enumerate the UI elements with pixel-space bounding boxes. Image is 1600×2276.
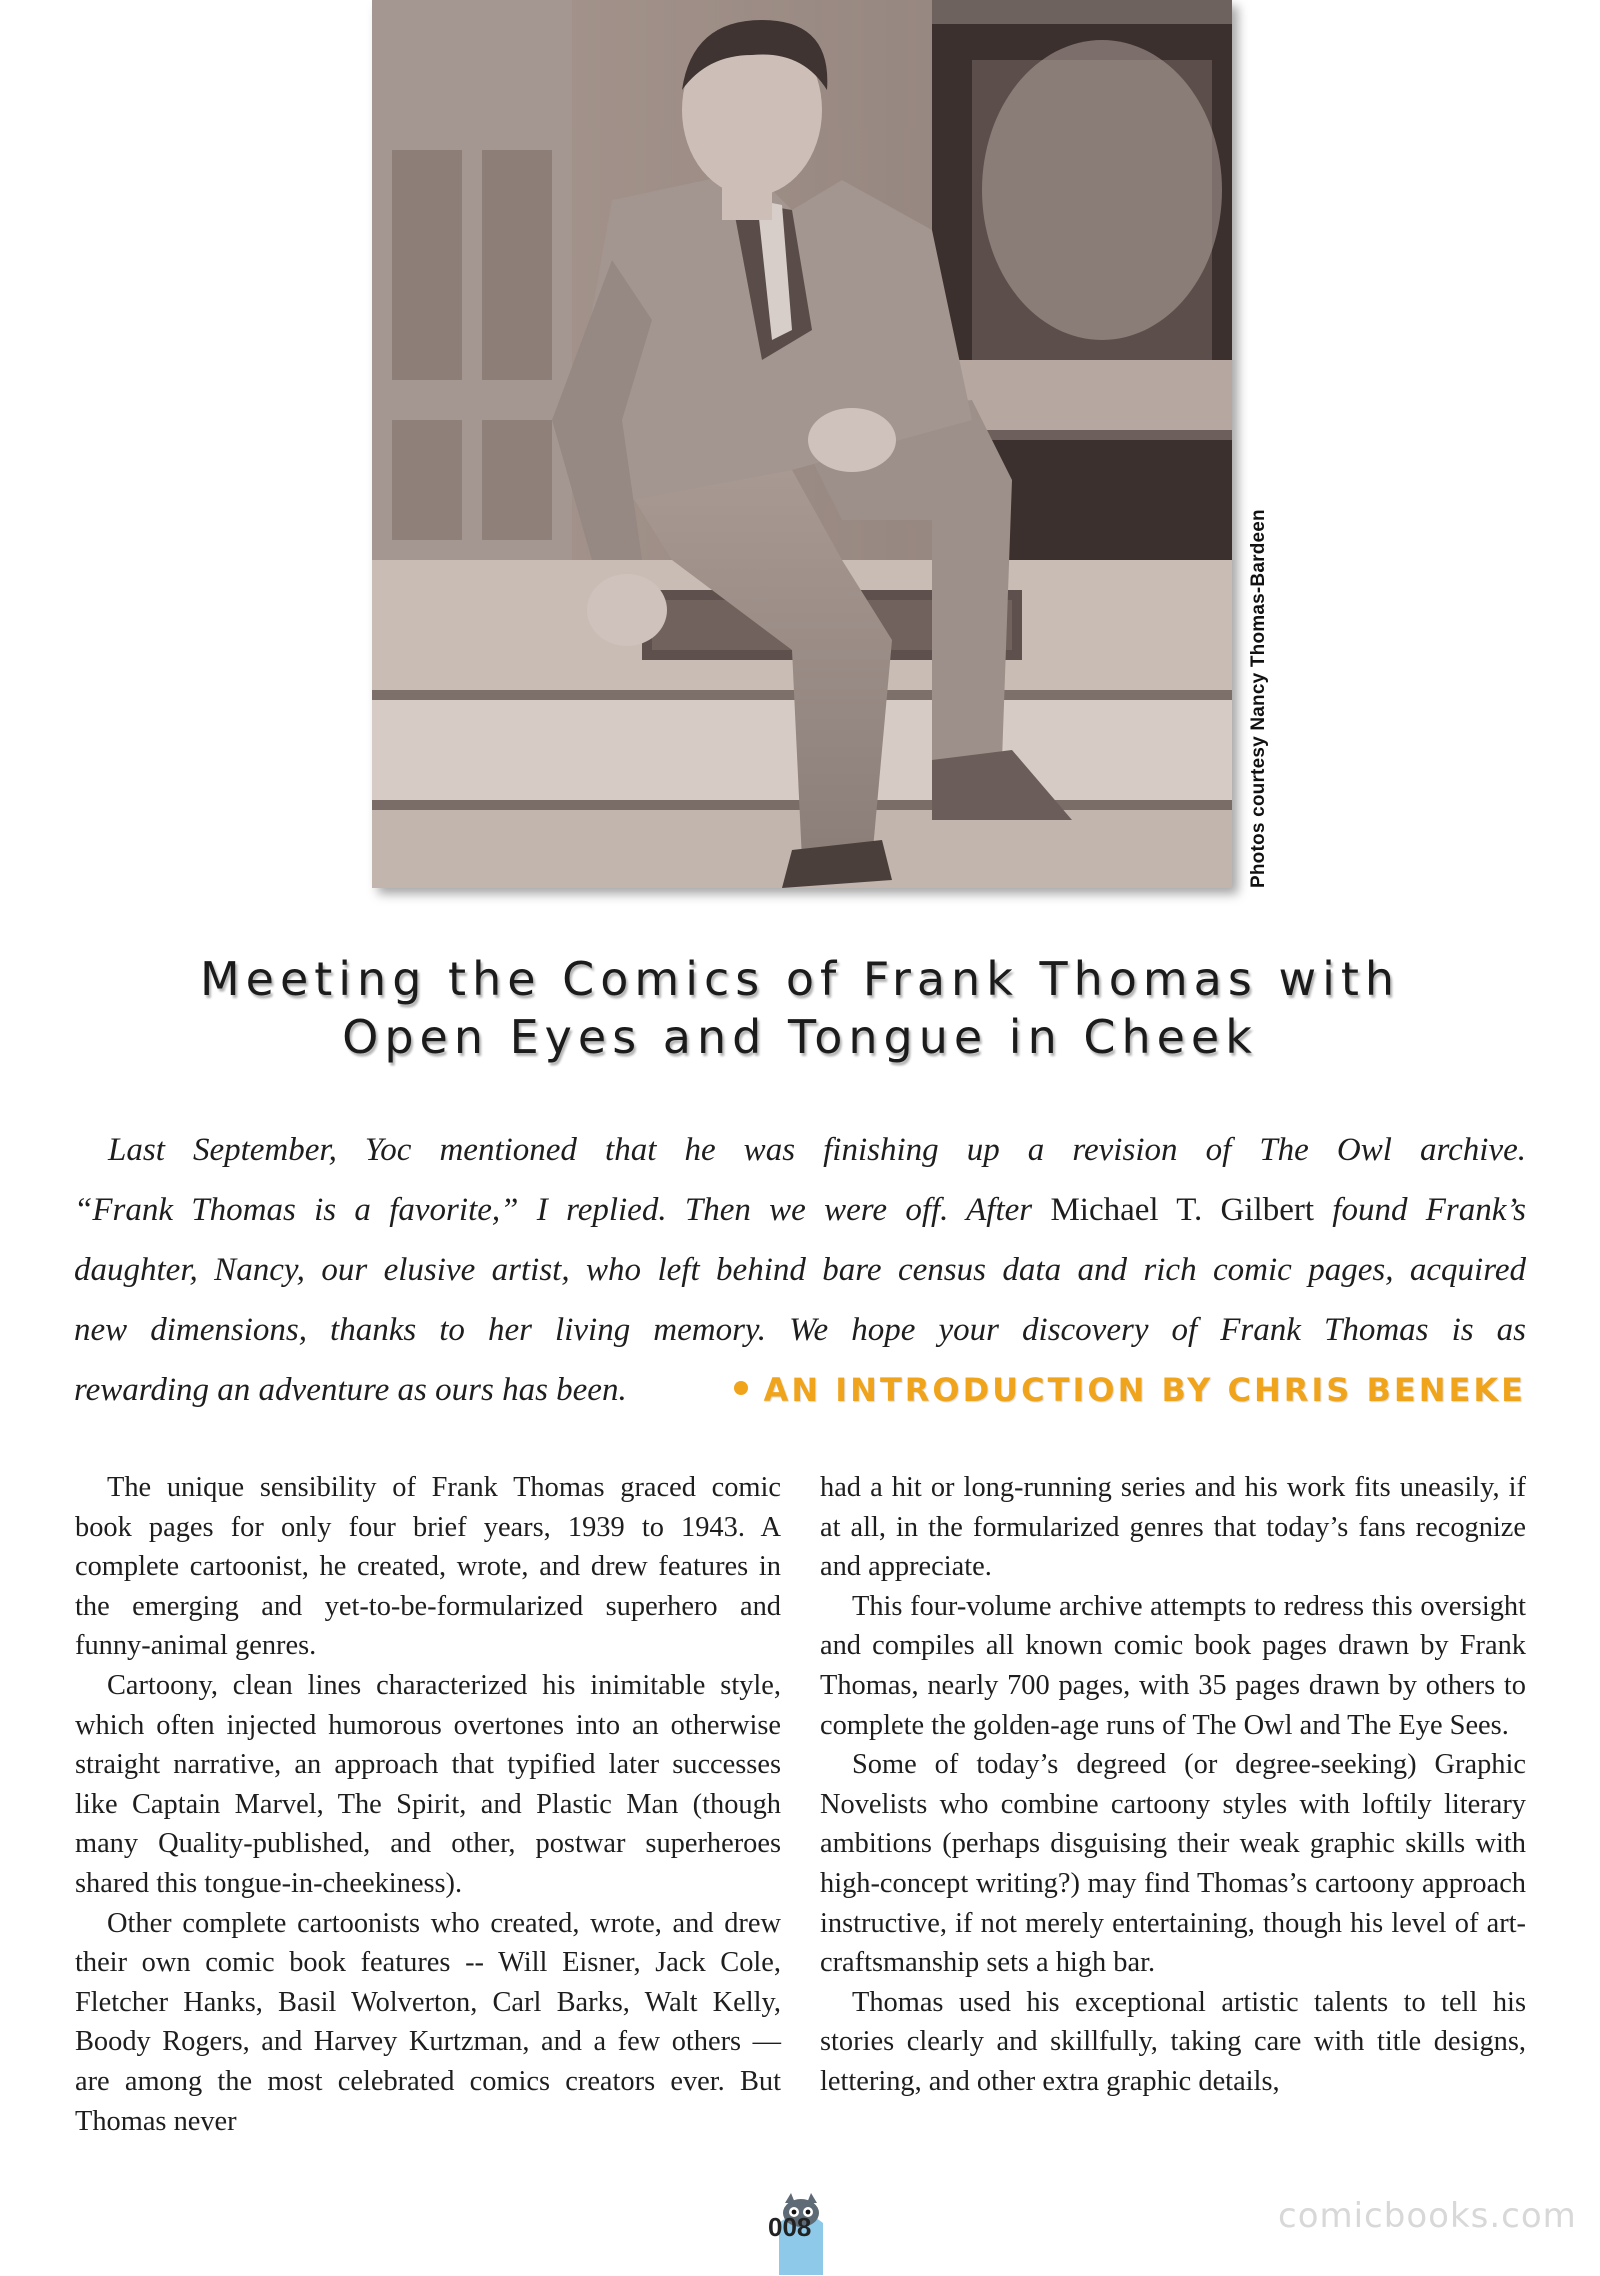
body-paragraph: Cartoony, clean lines characterized his inimitable style, which often injected humorous overtones into an otherwise straight narrative, an approach that typified later successes like Captain Marvel, The Spirit, and Plastic Man (though many Quality-published, and other, postwar superheroes shared this tongue-in-cheekiness). bbox=[75, 1669, 781, 1899]
intro-paragraph bbox=[74, 1120, 1526, 1420]
title-line-1: Meeting the Comics of Frank Thomas with bbox=[199, 952, 1401, 1006]
byline bbox=[734, 1360, 1526, 1420]
photo-image bbox=[372, 0, 1232, 888]
title-line-2: Open Eyes and Tongue in Cheek bbox=[342, 1010, 1258, 1064]
intro-line-5-text: rewarding an adventure as ours has been. bbox=[74, 1372, 627, 1408]
intro-line-2 bbox=[74, 1180, 1526, 1240]
body-paragraph: Thomas used his exceptional artistic talents to tell his stories clearly and skillfully, taking care with title designs, lettering, and other extra graphic details, bbox=[820, 1986, 1526, 2097]
body-column-right bbox=[820, 1468, 1526, 2102]
intro-author-name: Michael T. Gilbert bbox=[1050, 1192, 1314, 1228]
body-paragraph: This four-volume archive attempts to redress this oversight and compiles all known comic book pages drawn by Frank Thomas, nearly 700 pages, with 35 pages drawn by others to complete the golden-age runs of The Owl and The Eye Sees. bbox=[820, 1590, 1526, 1741]
body-paragraph: had a hit or long-running series and his work fits uneasily, if at all, in the formularized genres that today’s fans recognize and appreciate. bbox=[820, 1472, 1526, 1583]
watermark: comicbooks.com bbox=[1278, 2196, 1577, 2236]
intro-line-3: daughter, Nancy, our elusive artist, who left behind bare census data and rich comic pages, acquired bbox=[74, 1252, 1526, 1288]
bullet-icon bbox=[734, 1381, 748, 1395]
page-number: 008 bbox=[768, 2212, 812, 2242]
body-column-left bbox=[75, 1468, 781, 2141]
portrait-photo bbox=[372, 0, 1232, 888]
byline-text: AN INTRODUCTION BY CHRIS BENEKE bbox=[763, 1371, 1526, 1409]
intro-line-1: Last September, Yoc mentioned that he was finishing up a revision of The Owl archive. bbox=[108, 1132, 1526, 1168]
body-paragraph: Other complete cartoonists who created, wrote, and drew their own comic book features -- Will Eisner, Jack Cole, Fletcher Hanks, Basil Wolverton, Carl Barks, Walt Kelly, Boody Rogers, and Harvey Kurtzman, and a few others — are among the most celebrated comics creators ever. But Thomas never bbox=[75, 1907, 781, 2137]
body-paragraph: The unique sensibility of Frank Thomas graced comic book pages for only four brief years, 1939 to 1943. A complete cartoonist, he created, wrote, and drew features in the emerging and yet-to-be-formularized superhero and funny-animal genres. bbox=[75, 1472, 781, 1662]
intro-line-2b: found Frank’s bbox=[1314, 1192, 1526, 1228]
intro-line-2a: “Frank Thomas is a favorite,” I replied. Then we were off. After bbox=[74, 1192, 1051, 1228]
article-title bbox=[0, 950, 1600, 1066]
body-paragraph: Some of today’s degreed (or degree-seeking) Graphic Novelists who combine cartoony styles with loftily literary ambitions (perhaps disguising their weak graphic skills with high-concept writing?) may find Thomas’s cartoony approach instructive, if not merely entertaining, though his level of art-craftsmanship sets a high bar. bbox=[820, 1749, 1526, 1979]
intro-line-5 bbox=[74, 1360, 1526, 1420]
photo-credit: Photos courtesy Nancy Thomas-Bardeen bbox=[1248, 509, 1269, 888]
intro-line-4: new dimensions, thanks to her living memory. We hope your discovery of Frank Thomas is as bbox=[74, 1312, 1526, 1348]
